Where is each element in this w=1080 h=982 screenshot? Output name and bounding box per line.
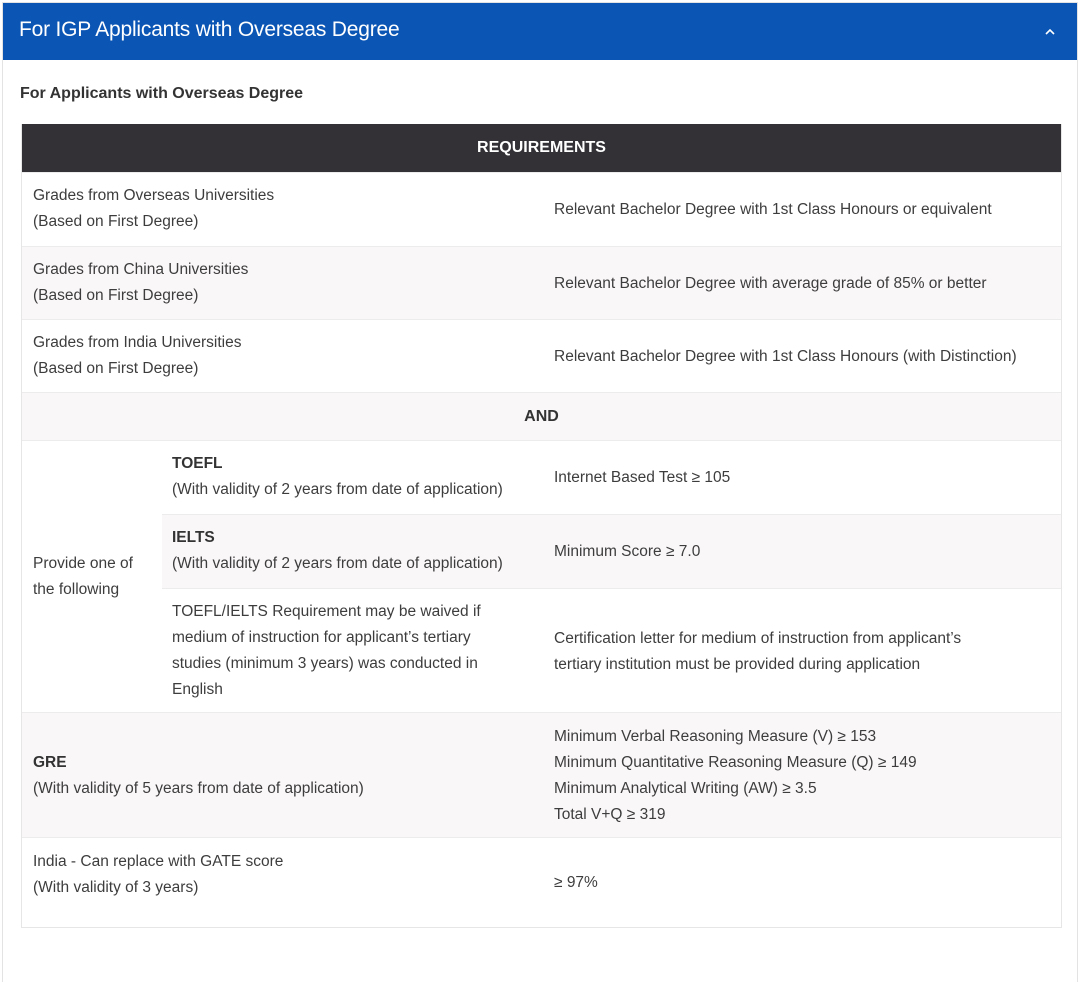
- row-label: [33, 183, 274, 235]
- group-label-line1: Provide one of: [33, 555, 133, 572]
- ielts-row: [162, 514, 1061, 588]
- gre-requirement: Minimum Quantitative Reasoning Measure (Q) ≥ 149: [554, 754, 917, 771]
- row-requirement: Relevant Bachelor Degree with 1st Class Honours or equivalent: [554, 201, 992, 218]
- ielts-requirement: Minimum Score ≥ 7.0: [554, 543, 701, 560]
- requirements-table: [21, 124, 1062, 928]
- ielts-label: [172, 525, 503, 577]
- gre-label: [33, 750, 364, 802]
- row-requirement: Relevant Bachelor Degree with average grade of 85% or better: [554, 275, 987, 292]
- and-label: AND: [524, 407, 559, 425]
- row-label: [33, 257, 248, 309]
- accordion-panel: [2, 2, 1078, 982]
- gate-requirement: ≥ 97%: [554, 874, 598, 891]
- waiver-row: [162, 588, 1061, 713]
- row-label: [33, 330, 241, 382]
- waiver-line: medium of instruction for applicant’s tertiary: [172, 629, 471, 646]
- gre-requirement: Minimum Analytical Writing (AW) ≥ 3.5: [554, 780, 817, 797]
- and-row: [22, 392, 1061, 440]
- section-subheading: For Applicants with Overseas Degree: [20, 85, 304, 102]
- row-label-line2: (Based on First Degree): [33, 360, 199, 377]
- table-row: [22, 172, 1061, 246]
- row-label-line1: Grades from China Universities: [33, 261, 249, 278]
- row-label-line1: Grades from India Universities: [33, 334, 242, 351]
- toefl-label: [172, 451, 503, 503]
- row-label-line1: Grades from Overseas Universities: [33, 187, 275, 204]
- table-row: [22, 246, 1061, 319]
- gre-name: GRE: [33, 754, 67, 771]
- toefl-requirement: Internet Based Test ≥ 105: [554, 469, 731, 486]
- language-requirements-group: [22, 440, 1061, 712]
- gate-row: [22, 837, 1061, 927]
- gre-requirements: [554, 724, 917, 828]
- group-label: [33, 551, 163, 603]
- gre-validity: (With validity of 5 years from date of application): [33, 780, 364, 797]
- gre-requirement: Minimum Verbal Reasoning Measure (V) ≥ 153: [554, 728, 877, 745]
- group-label-line2: the following: [33, 581, 120, 598]
- table-row: [22, 319, 1061, 392]
- waiver-line: TOEFL/IELTS Requirement may be waived if: [172, 603, 481, 620]
- waiver-text: [172, 599, 481, 703]
- gate-label-line2: (With validity of 3 years): [33, 879, 199, 896]
- row-requirement: Relevant Bachelor Degree with 1st Class Honours (with Distinction): [554, 348, 1017, 365]
- waiver-line: studies (minimum 3 years) was conducted in: [172, 655, 478, 672]
- gate-label: [33, 849, 283, 901]
- accordion-header[interactable]: [3, 3, 1077, 60]
- gate-label-line1: India - Can replace with GATE score: [33, 853, 284, 870]
- chevron-up-icon[interactable]: [1043, 25, 1057, 39]
- gre-requirement: Total V+Q ≥ 319: [554, 806, 666, 823]
- waiver-requirement: [554, 626, 961, 678]
- ielts-validity: (With validity of 2 years from date of application): [172, 555, 503, 572]
- gre-row: [22, 712, 1061, 837]
- waiver-line: English: [172, 681, 223, 698]
- toefl-row: [162, 441, 1061, 514]
- toefl-validity: (With validity of 2 years from date of application): [172, 481, 503, 498]
- row-label-line2: (Based on First Degree): [33, 213, 199, 230]
- row-label-line2: (Based on First Degree): [33, 287, 199, 304]
- ielts-name: IELTS: [172, 529, 215, 546]
- accordion-title: For IGP Applicants with Overseas Degree: [19, 18, 400, 41]
- toefl-name: TOEFL: [172, 455, 223, 472]
- waiver-requirement-line: tertiary institution must be provided during application: [554, 656, 921, 673]
- waiver-requirement-line: Certification letter for medium of instruction from applicant’s: [554, 630, 962, 647]
- table-header: REQUIREMENTS: [22, 124, 1061, 172]
